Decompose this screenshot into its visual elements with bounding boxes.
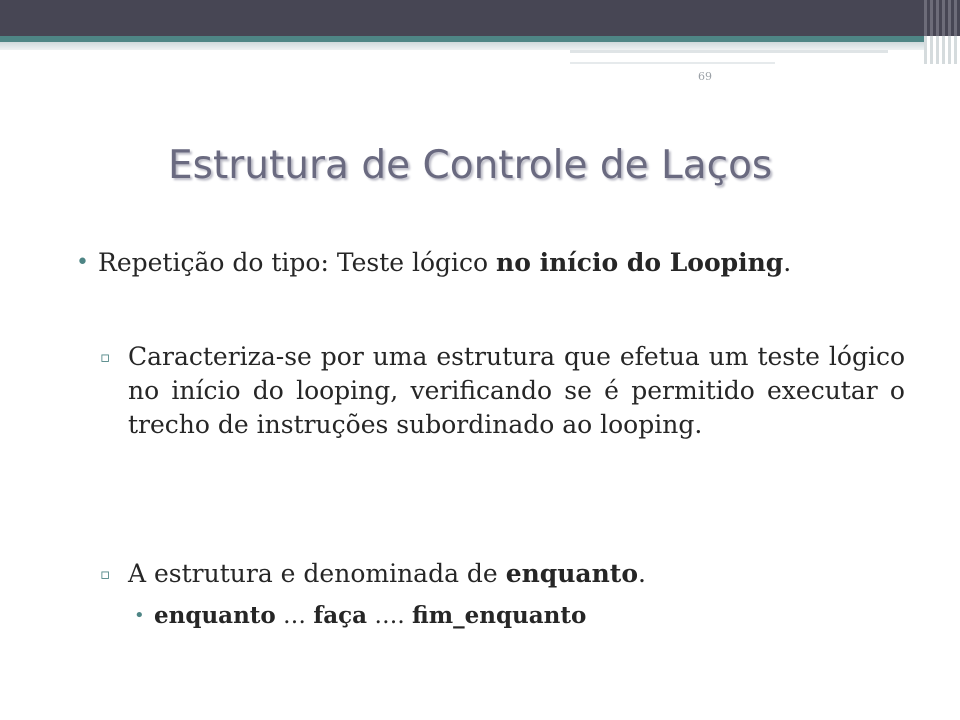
keyword-enquanto: enquanto — [154, 602, 276, 629]
bullet-text — [98, 244, 866, 282]
slide-number: 69 — [698, 70, 712, 83]
sub-bullet-text — [128, 557, 905, 591]
sub-bullet-text-prefix: A estrutura e denominada de — [128, 559, 506, 588]
syntax-line — [154, 599, 854, 633]
syntax-separator: …. — [367, 603, 413, 629]
keyword-faca: faça — [313, 602, 368, 629]
light-band — [0, 42, 960, 50]
square-bullet-icon: ▫ — [100, 565, 111, 583]
decorative-line — [570, 62, 775, 64]
bullet-text-bold: no início do Looping — [496, 248, 784, 277]
bullet-text-prefix: Repetição do tipo: Teste lógico — [98, 248, 497, 277]
sub-sub-bullet-item — [134, 599, 854, 633]
diamond-bullet-icon: • — [134, 605, 145, 626]
keyword-fim-enquanto: fim_enquanto — [412, 602, 587, 629]
bullet-item — [76, 244, 866, 282]
square-bullet-icon: ▫ — [100, 348, 111, 366]
bullet-icon: • — [76, 250, 89, 275]
bullet-text-suffix: . — [783, 248, 792, 277]
sub-bullet-item — [100, 340, 905, 442]
sub-bullet-text: Caracteriza-se por uma estrutura que efetua um teste lógico no início do looping, verificando se é permitido executar o trecho de instruções subordinado ao looping. — [128, 342, 905, 439]
sub-bullet-text-bold: enquanto — [505, 559, 639, 588]
decorative-line — [570, 50, 888, 53]
syntax-separator: … — [275, 603, 314, 629]
corner-stripes — [924, 0, 960, 64]
slide-title: Estrutura de Controle de Laços — [168, 143, 773, 188]
header-band — [0, 0, 960, 36]
sub-bullet-text-suffix: . — [638, 559, 646, 588]
sub-bullet-item — [100, 557, 905, 591]
